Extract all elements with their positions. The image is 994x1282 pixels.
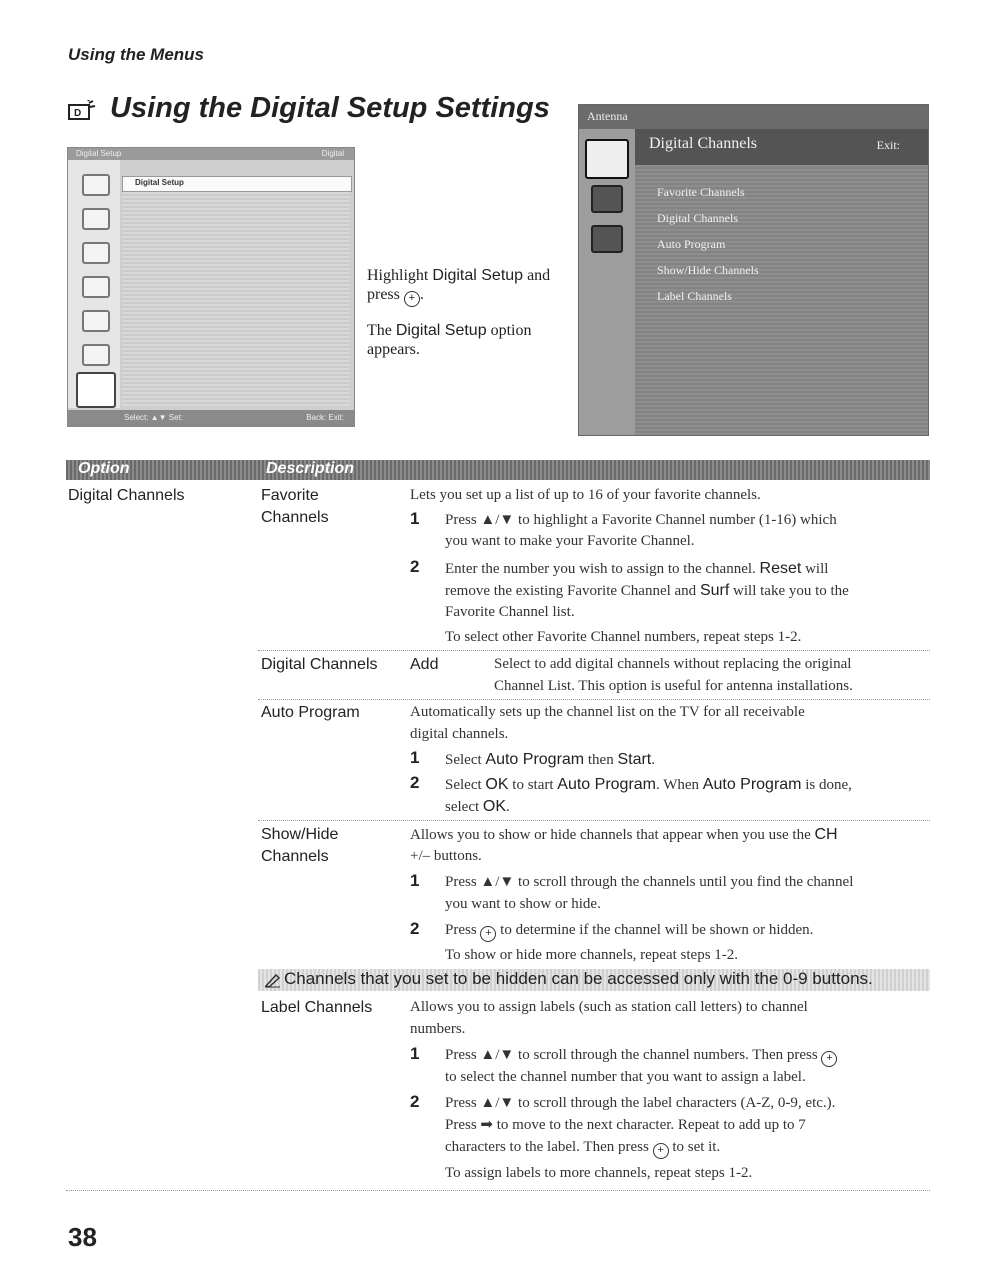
description-text: remove the existing Favorite Channel and Surf will take you to the (445, 582, 849, 599)
bottom-divider (66, 1190, 930, 1191)
menu-icon (82, 276, 110, 298)
step-number: 2 (410, 1092, 420, 1111)
description-text: Automatically sets up the channel list on the TV for all receivable (410, 704, 805, 720)
page-number: 38 (68, 1222, 97, 1252)
screen-top-right: Digital (321, 149, 344, 158)
step-number: 2 (410, 773, 420, 792)
plus-button-icon: + (480, 926, 496, 942)
screen-bottom-left: Select: ▲▼ Set: (124, 413, 183, 422)
description-text: Press ▲/▼ to scroll through the label characters (A-Z, 0-9, etc.). (445, 1095, 836, 1111)
plus-button-icon: + (653, 1143, 669, 1159)
screen-menu-item: Favorite Channels (657, 185, 745, 199)
menu-icon (591, 225, 623, 253)
description-text: To assign labels to more channels, repeat steps 1-2. (445, 1165, 753, 1181)
description-text: Allows you to show or hide channels that appear when you use the CH (410, 826, 838, 843)
column-description: Description (266, 460, 355, 477)
caption: Highlight Digital Setup and press + . The Digital Setup option appears. (367, 267, 551, 358)
screen-menu-item: Show/Hide Channels (657, 263, 759, 277)
step-number: 1 (410, 871, 420, 890)
description-text: Select Auto Program then Start. (445, 751, 655, 768)
step-number: 1 (410, 748, 420, 767)
description-text: Favorite Channel list. (445, 604, 575, 620)
svg-text:D: D (74, 108, 82, 119)
auto-program-label: Auto Program (261, 704, 360, 721)
option-name: Digital Channels (68, 487, 185, 504)
description-text: Press ▲/▼ to scroll through the channels until you find the channel (445, 874, 854, 890)
screen-exit-label: Exit: (876, 138, 900, 152)
description-text: Press ▲/▼ to highlight a Favorite Channel number (1-16) which (445, 512, 837, 528)
digital-channels-label: Digital Channels (261, 656, 378, 673)
note-text: Channels that you set to be hidden can be accessed only with the 0-9 buttons. (284, 969, 873, 988)
description-text: you want to make your Favorite Channel. (445, 533, 695, 549)
menu-icon (82, 208, 110, 230)
menu-icon (82, 310, 110, 332)
screen-menu-label: Digital Setup (135, 178, 184, 187)
screen-top-bar (68, 148, 354, 160)
step-number: 1 (410, 1044, 420, 1063)
screen-menu-header (635, 129, 928, 165)
show-hide-channels-label: Channels (261, 848, 329, 865)
screen-menu-item: Digital Channels (657, 211, 738, 225)
screen-sidebar (68, 160, 120, 408)
description-text: Select OK to start Auto Program. When Auto Program is done, (445, 776, 852, 793)
screen-menu-list (635, 165, 928, 435)
menu-icon (82, 344, 110, 366)
row-divider (258, 650, 930, 651)
digital-setup-screenshot (67, 147, 355, 427)
description-text: Press ➡ to move to the next character. Repeat to add up to 7 (445, 1117, 806, 1133)
description-text: To show or hide more channels, repeat steps 1-2. (445, 947, 739, 963)
screen-main-area (122, 192, 350, 406)
description-text: Press ▲/▼ to scroll through the channel numbers. Then press + (445, 1046, 837, 1067)
description-text: Enter the number you wish to assign to the channel. Reset will (445, 560, 829, 577)
label-channels-label: Label Channels (261, 999, 373, 1016)
screen-top-label: Antenna (587, 109, 628, 123)
description-text: numbers. (410, 1021, 466, 1037)
description-text: Lets you set up a list of up to 16 of your favorite channels. (410, 487, 761, 503)
step-number: 2 (410, 919, 420, 938)
screen-top-bar (579, 105, 928, 129)
digital-channels-screenshot (578, 104, 929, 436)
step-number: 1 (410, 509, 420, 528)
column-option: Option (78, 460, 130, 477)
description-text: select OK. (445, 798, 510, 815)
description-text: Select to add digital channels without replacing the original (494, 656, 852, 672)
digital-setup-icon (68, 100, 96, 122)
plus-button-icon: + (404, 291, 420, 307)
description-text: +/– buttons. (410, 848, 482, 864)
description-text: you want to show or hide. (445, 896, 601, 912)
screen-menu-item: Label Channels (657, 289, 732, 303)
show-hide-channels-label: Show/Hide (261, 826, 339, 843)
digital-setup-menu-icon (585, 139, 629, 179)
section-header: Using the Menus (68, 45, 205, 64)
add-label: Add (410, 656, 439, 673)
screen-menu-title: Digital Channels (649, 135, 757, 152)
menu-icon (82, 242, 110, 264)
favorite-channels-label: Channels (261, 509, 329, 526)
screen-bottom-right: Back: Exit: (306, 413, 344, 422)
description-text: to select the channel number that you want to assign a label. (445, 1069, 806, 1085)
menu-icon (82, 174, 110, 196)
description-text: digital channels. (410, 726, 509, 742)
description-text: To select other Favorite Channel numbers, repeat steps 1-2. (445, 629, 802, 645)
row-divider (258, 699, 930, 700)
menu-icon (591, 185, 623, 213)
page-title: Using the Digital Setup Settings (110, 92, 550, 124)
description-text: Press + to determine if the channel will be shown or hidden. (445, 921, 813, 942)
screen-menu-bar (122, 176, 352, 192)
note-bar (258, 969, 930, 991)
screen-bottom-bar (68, 410, 354, 426)
table-header (66, 460, 930, 480)
row-divider (258, 820, 930, 821)
description-text: Channel List. This option is useful for antenna installations. (494, 678, 853, 694)
digital-setup-menu-icon (76, 372, 116, 408)
description-text: characters to the label. Then press + to set it. (445, 1138, 720, 1159)
screen-top-left: Digital Setup (76, 149, 122, 158)
screen-menu-item: Auto Program (657, 237, 726, 251)
plus-button-icon: + (821, 1051, 837, 1067)
note-pencil-icon (264, 972, 282, 988)
screen-sidebar (579, 129, 635, 435)
step-number: 2 (410, 557, 420, 576)
favorite-channels-label: Favorite (261, 487, 319, 504)
description-text: Allows you to assign labels (such as station call letters) to channel (410, 999, 808, 1015)
